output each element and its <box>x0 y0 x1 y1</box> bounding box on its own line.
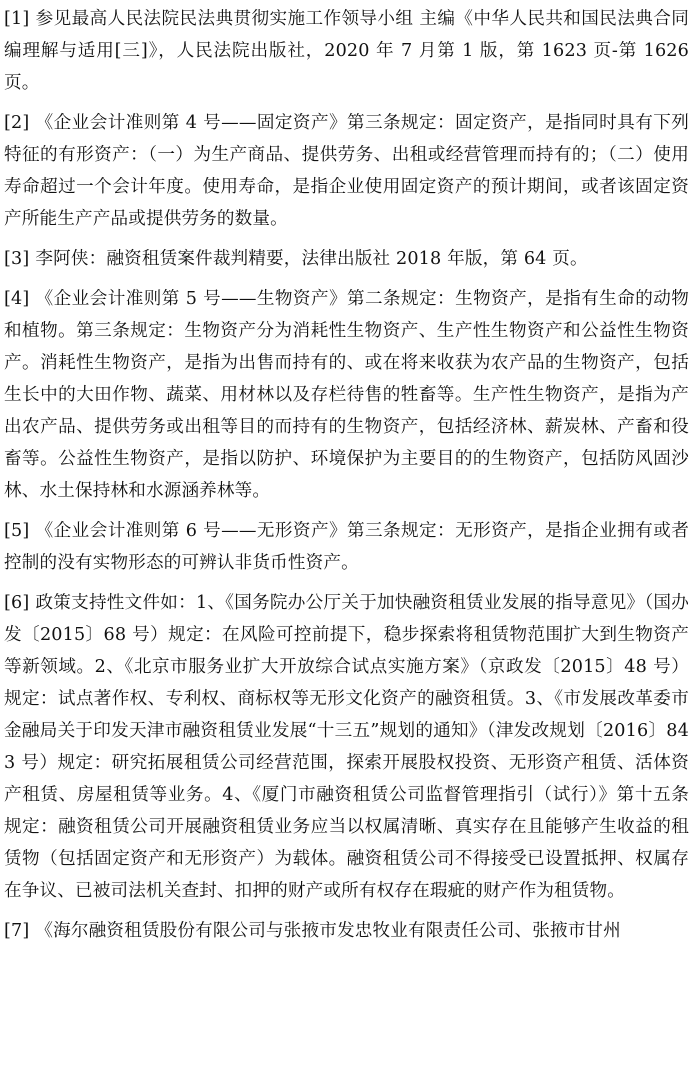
footnote-7 <box>4 915 689 947</box>
footnote-text: 《企业会计准则第 6 号——无形资产》第三条规定：无形资产，是指企业拥有或者控制的没有实物形态的可辨认非货币性资产。 <box>4 520 689 573</box>
footnote-4 <box>4 283 689 508</box>
footnote-text: 《企业会计准则第 5 号——生物资产》第二条规定：生物资产，是指有生命的动物和植物。第三条规定：生物资产分为消耗性生物资产、生产性生物资产和公益性生物资产。消耗性生物资产，是指为出售而持有的、或在将来收获为农产品的生物资产，包括生长中的大田作物、蔬菜、用材林以及存栏待售的牲畜等。生产性生物资产，是指为产出农产品、提供劳务或出租等目的而持有的生物资产，包括经济林、薪炭林、产畜和役畜等。公益性生物资产，是指以防护、环境保护为主要目的的生物资产，包括防风固沙林、水土保持林和水源涵养林等。 <box>4 288 689 502</box>
footnote-mark: [2] <box>4 112 30 133</box>
footnote-text: 《企业会计准则第 4 号——固定资产》第三条规定：固定资产，是指同时具有下列特征的有形资产：（一）为生产商品、提供劳务、出租或经营管理而持有的；（二）使用寿命超过一个会计年度。使用寿命，是指企业使用固定资产的预计期间，或者该固定资产所能生产产品或提供劳务的数量。 <box>4 112 689 230</box>
footnote-mark: [4] <box>4 288 30 309</box>
footnote-text: 参见最高人民法院民法典贯彻实施工作领导小组 主编《中华人民共和国民法典合同编理解与适用[三]》，人民法院出版社，2020 年 7 月第 1 版，第 1623 页-第 1626 页。 <box>4 9 689 94</box>
footnote-3 <box>4 243 689 275</box>
footnote-mark: [6] <box>4 592 30 613</box>
footnote-text: 李阿侠：融资租赁案件裁判精要，法律出版社 2018 年版，第 64 页。 <box>35 248 588 269</box>
footnote-2 <box>4 107 689 235</box>
footnote-mark: [1] <box>4 9 30 29</box>
footnote-1 <box>4 3 689 99</box>
footnote-5 <box>4 515 689 579</box>
footnote-mark: [7] <box>4 921 30 942</box>
footnote-text: 政策支持性文件如：1、《国务院办公厅关于加快融资租赁业发展的指导意见》（国办发〔2015〕68 号）规定：在风险可控前提下，稳步探索将租赁物范围扩大到生物资产等新领域。2、《北京市服务业扩大开放综合试点实施方案》（京政发〔2015〕48 号）规定：试点著作权、专利权、商标权等无形文化资产的融资租赁。3、《市发展改革委市金融局关于印发天津市融资租赁业发展“十三五”规划的通知》（津发改规划〔2016〕843 号）规定：研究拓展租赁公司经营范围，探索开展股权投资、无形资产租赁、活体资产租赁、房屋租赁等业务。4、《厦门市融资租赁公司监督管理指引（试行）》第十五条规定：融资租赁公司开展融资租赁业务应当以权属清晰、真实存在且能够产生收益的租赁物（包括固定资产和无形资产）为载体。融资租赁公司不得接受已设置抵押、权属存在争议、已被司法机关查封、扣押的财产或所有权存在瑕疵的财产作为租赁物。 <box>4 592 689 902</box>
footnote-mark: [5] <box>4 520 30 541</box>
footnote-page <box>4 3 689 955</box>
footnote-6 <box>4 587 689 908</box>
footnote-text: 《海尔融资租赁股份有限公司与张掖市发忠牧业有限责任公司、张掖市甘州 <box>35 921 621 942</box>
footnote-mark: [3] <box>4 248 30 269</box>
